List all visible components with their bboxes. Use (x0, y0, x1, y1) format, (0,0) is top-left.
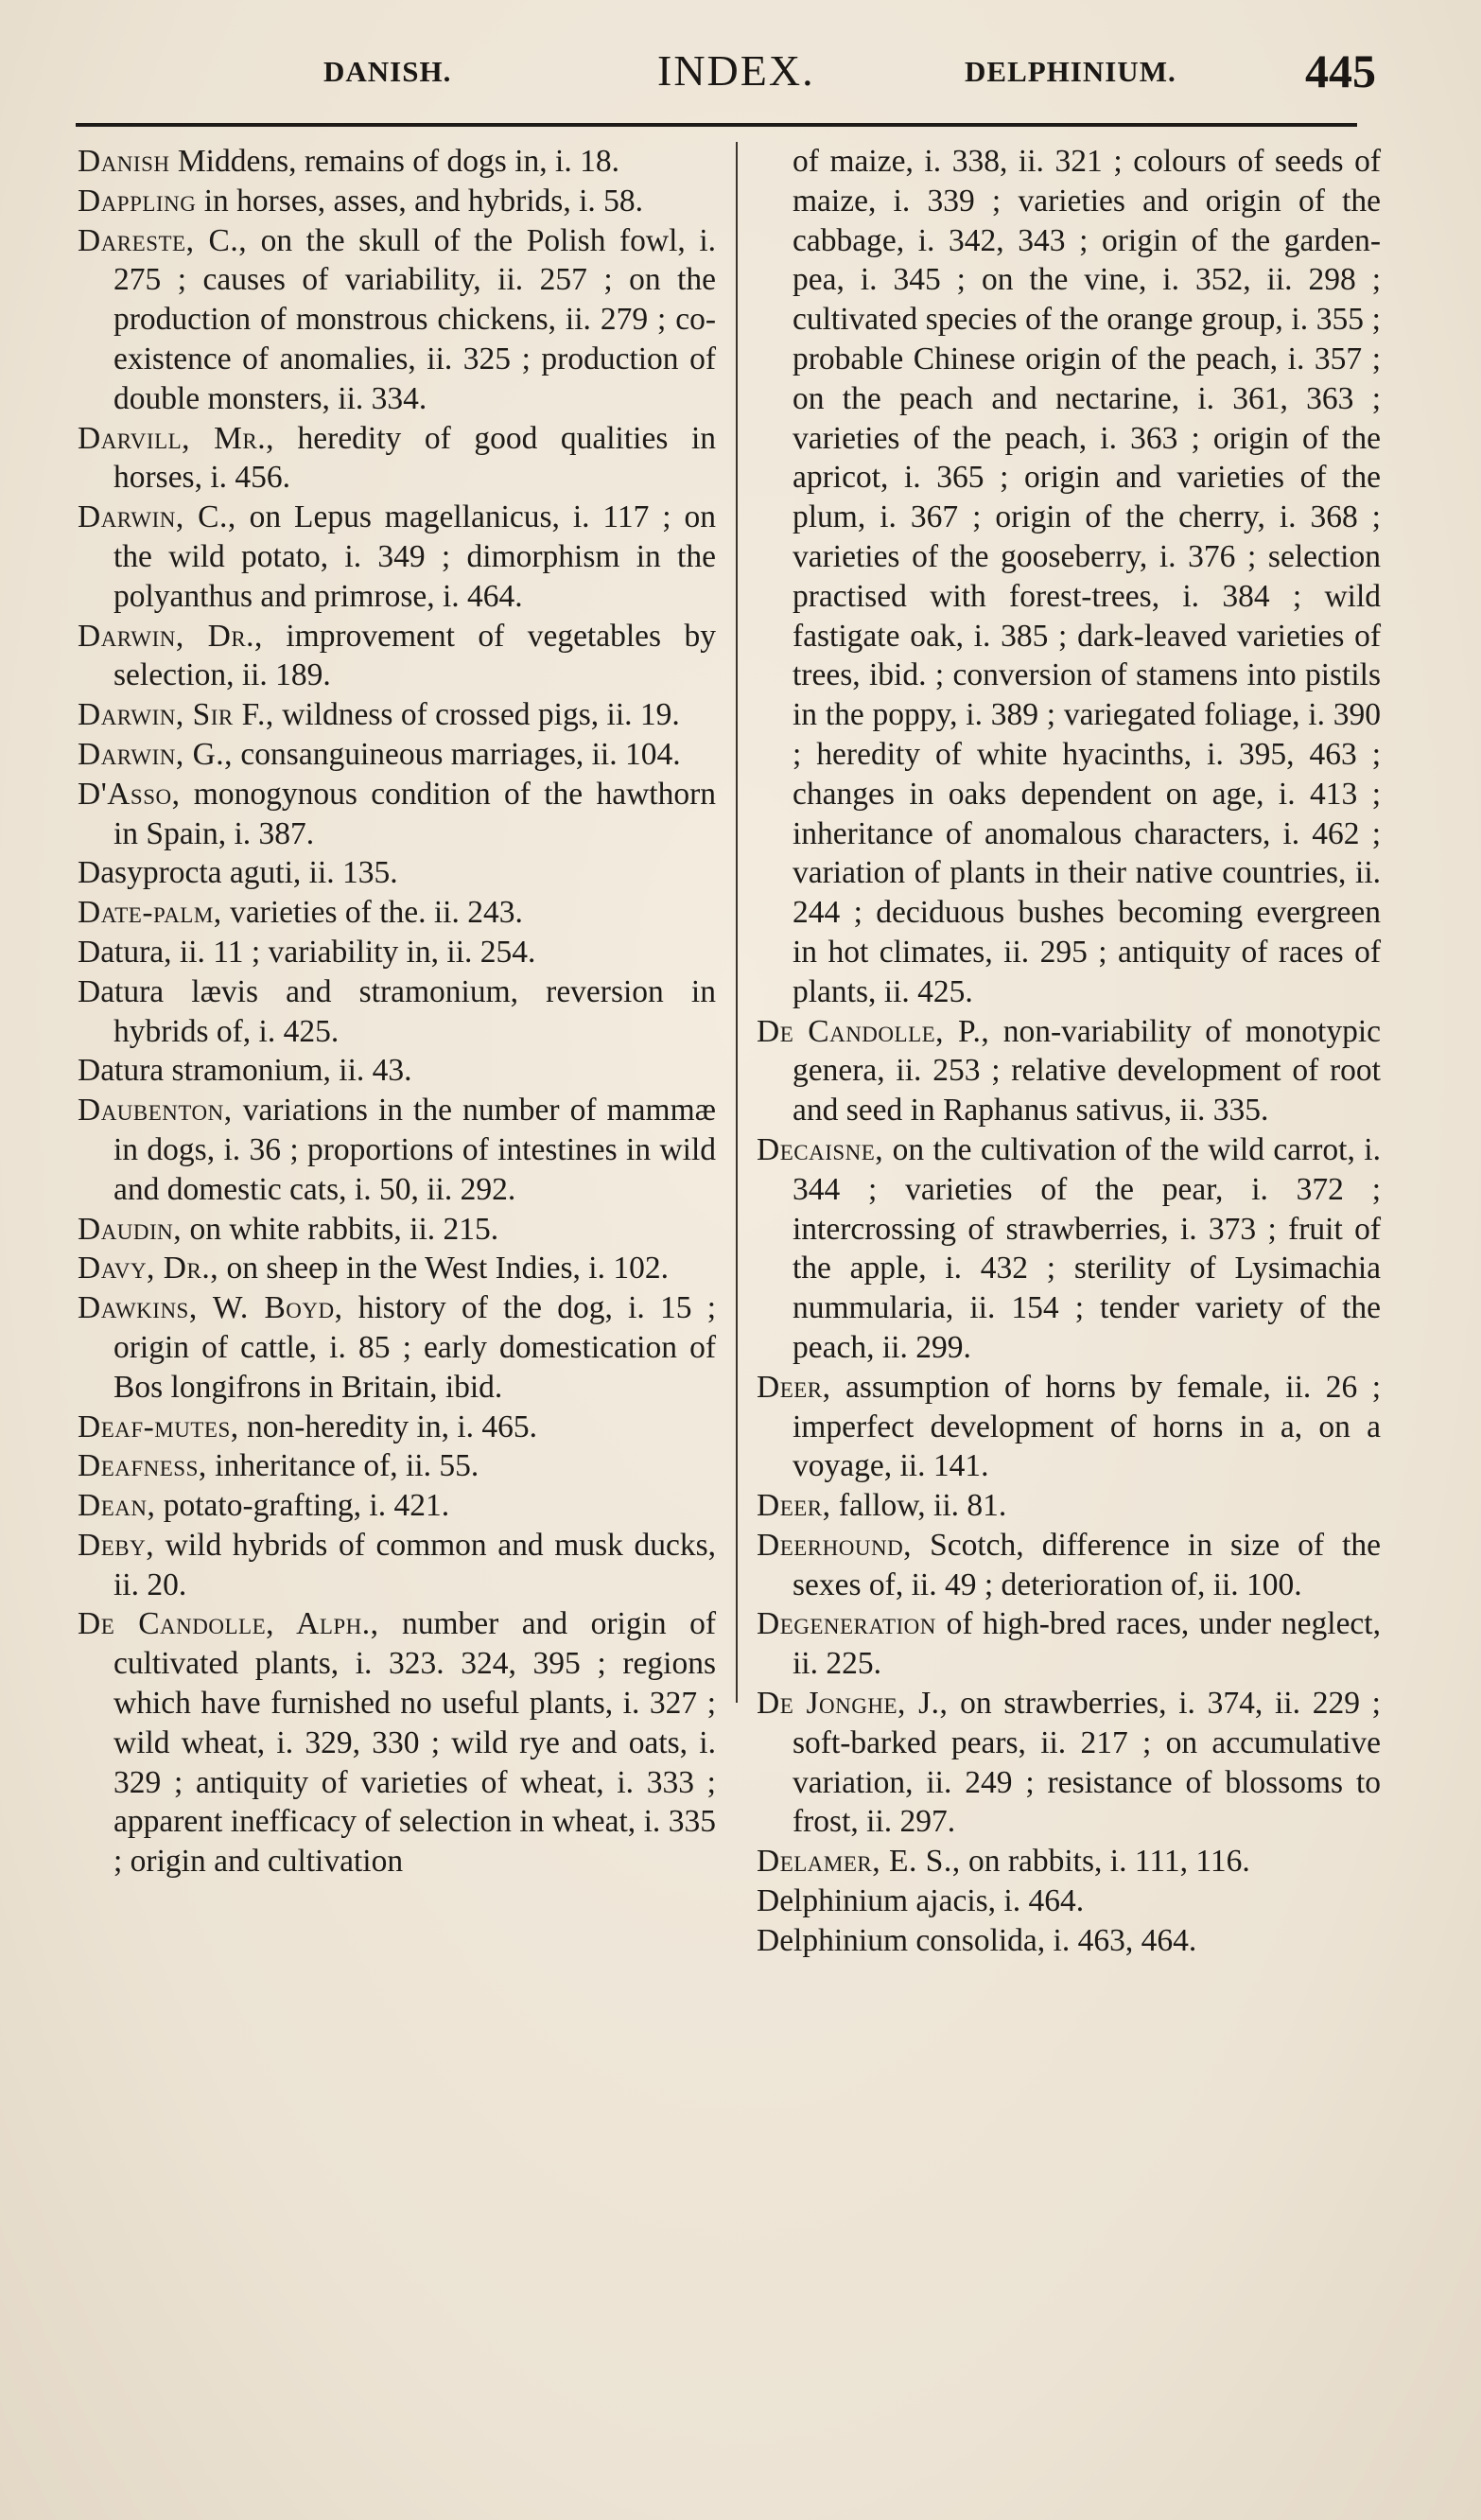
entry-text: Datura lævis and stramonium, reversion in hybrids of, i. 425. (78, 973, 716, 1049)
entry-text: on rabbits, i. 111, 116. (960, 1844, 1250, 1880)
entry-heading: Dareste, C., (78, 222, 248, 258)
entry-text: non-variability of monotypic genera, ii. 253 ; relative development of root and seed in Raphanus sativus, ii. 335. (793, 1013, 1381, 1129)
right-guide-word: DELPHINIUM. (965, 55, 1176, 88)
index-entry (78, 775, 716, 854)
entry-text: history of the dog, i. 15 ; origin of cattle, i. 85 ; early domestication of Bos longifrons in Britain, ibid. (113, 1290, 717, 1405)
entry-text: variations in the number of mammæ in dogs, i. 36 ; proportions of intestines in wild and domestic cats, i. 50, ii. 292. (113, 1093, 716, 1207)
index-entry (78, 695, 716, 735)
index-entry (78, 1446, 716, 1486)
entry-text: Datura stramonium, ii. 43. (78, 1053, 412, 1089)
entry-heading: Darvill, Mr., (78, 420, 274, 456)
index-entry (78, 1210, 716, 1250)
entry-heading: Dean, (78, 1488, 156, 1524)
entry-text: non-heredity in, i. 465. (238, 1409, 538, 1444)
entry-text: potato-grafting, i. 421. (155, 1488, 450, 1524)
entry-text: on the skull of the Polish fowl, i. 275 ; causes of variability, ii. 257 ; on the production of monstrous chickens, ii. 279 ; co-existence of anomalies, ii. 325 ; production of double monsters, ii. 334. (113, 222, 716, 416)
entry-text: wild hybrids of common and musk ducks, ii. 20. (113, 1527, 716, 1602)
index-entry (78, 182, 716, 221)
index-entry (757, 1684, 1381, 1842)
entry-heading: De Candolle, P., (757, 1013, 990, 1049)
entry-text: in horses, asses, and hybrids, i. 58. (196, 183, 644, 219)
entry-text: on white rabbits, ii. 215. (182, 1211, 499, 1247)
entry-text: wildness of crossed pigs, ii. 19. (273, 697, 680, 733)
entry-text: number and origin of cultivated plants, i. 323. 324, 395 ; regions which have furnished no useful plants, i. 327 ; wild wheat, i. 329, 330 ; wild rye and oats, i. 329 ; antiquity of varieties of wheat, i. 333 ; apparent inefficacy of selection in wheat, i. 335 ; origin and cultivation (113, 1606, 716, 1880)
entry-heading: Deer, (757, 1488, 831, 1524)
entry-heading: De Jonghe, J., (757, 1686, 949, 1722)
entry-text: inheritance of, ii. 55. (206, 1448, 479, 1484)
entry-heading: D'Asso, (78, 776, 181, 812)
index-entry (757, 1921, 1381, 1961)
entry-text: heredity of good qualities in horses, i. 456. (113, 420, 716, 496)
entry-heading: Deer, (757, 1369, 831, 1405)
entry-heading: Daudin, (78, 1211, 183, 1247)
entry-heading: Darwin, Sir F., (78, 697, 274, 733)
left-guide-word: DANISH. (323, 55, 452, 88)
entry-heading: Daubenton, (78, 1093, 233, 1129)
entry-text: varieties of the. ii. 243. (221, 895, 523, 931)
entry-heading: De Candolle, Alph., (78, 1606, 379, 1642)
index-entry (78, 1051, 716, 1091)
entry-text: Datura, ii. 11 ; variability in, ii. 254. (78, 934, 536, 970)
entry-text: Scotch, difference in size of the sexes of, ii. 49 ; deterioration of, ii. 100. (793, 1527, 1381, 1602)
column-divider (736, 142, 738, 1703)
index-entry (757, 1368, 1381, 1486)
entry-text: on Lepus magellanicus, i. 117 ; on the wild potato, i. 349 ; dimorphism in the polyanthus and primrose, i. 464. (113, 499, 717, 614)
entry-text: monogynous condition of the hawthorn in Spain, i. 387. (113, 776, 716, 851)
entry-heading: Darwin, Dr., (78, 618, 263, 654)
index-entry (757, 1486, 1381, 1526)
entry-heading: Deafness, (78, 1448, 207, 1484)
entry-heading: Decaisne, (757, 1131, 884, 1167)
entry-heading: Dappling (78, 183, 197, 219)
entry-text: on strawberries, i. 374, ii. 229 ; soft-barked pears, ii. 217 ; on accumulative variation, ii. 249 ; resistance of blossoms to frost, ii. 297. (793, 1686, 1381, 1840)
entry-text: Delphinium consolida, i. 463, 464. (757, 1922, 1197, 1958)
right-column (757, 142, 1381, 1961)
index-entry (78, 419, 716, 499)
index-entry (78, 1408, 716, 1447)
header-rule (76, 123, 1357, 127)
index-entry (757, 142, 1381, 1012)
entry-heading: Darwin, C., (78, 499, 236, 535)
entry-text: on sheep in the West Indies, i. 102. (218, 1251, 669, 1286)
entry-text: Dasyprocta aguti, ii. 135. (78, 855, 398, 891)
index-entry (78, 893, 716, 933)
entry-text: on the cultivation of the wild carrot, i. 344 ; varieties of the pear, i. 372 ; intercrossing of strawberries, i. 373 ; fruit of the apple, i. 432 ; sterility of Lysimachia nummularia, ii. 154 ; tender variety of the peach, ii. 299. (793, 1131, 1381, 1365)
entry-heading: Deaf-mutes, (78, 1409, 239, 1444)
entry-heading: Delamer, E. S., (757, 1844, 961, 1880)
index-entry (78, 972, 716, 1052)
index-entry (78, 1091, 716, 1209)
entry-heading: Deby, (78, 1527, 155, 1563)
index-entry (757, 1881, 1381, 1921)
index-entry (78, 853, 716, 893)
entry-text: fallow, ii. 81. (830, 1488, 1007, 1524)
entry-heading: Date-palm, (78, 895, 222, 931)
index-entry (78, 1604, 716, 1881)
entry-heading: Deerhound, (757, 1527, 913, 1563)
index-entry (78, 498, 716, 616)
index-entry (757, 1526, 1381, 1605)
index-entry (78, 1526, 716, 1605)
entry-text: assumption of horns by female, ii. 26 ; imperfect development of horns in a, on a voyage, ii. 141. (793, 1369, 1381, 1484)
left-column (78, 142, 716, 1881)
entry-heading: Darwin, G., (78, 736, 234, 772)
index-entry (78, 617, 716, 696)
index-entry (757, 1012, 1381, 1130)
index-entry (757, 1604, 1381, 1684)
index-entry (78, 221, 716, 419)
index-entry (757, 1130, 1381, 1368)
index-entry (78, 1249, 716, 1288)
running-header (76, 42, 1395, 127)
index-entry (78, 933, 716, 972)
entry-heading: Danish (78, 144, 170, 179)
entry-text: of high-bred races, under neglect, ii. 225. (793, 1606, 1381, 1682)
entry-heading: Degeneration (757, 1606, 936, 1642)
entry-text: consanguineous marriages, ii. 104. (233, 736, 681, 772)
entry-text: Middens, remains of dogs in, i. 18. (169, 144, 619, 179)
entry-text: improvement of vegetables by selection, ii. 189. (113, 618, 717, 693)
page-number: 445 (1305, 44, 1376, 97)
page-title: INDEX. (657, 46, 815, 95)
entry-heading: Davy, Dr., (78, 1251, 219, 1286)
entry-text: of maize, i. 338, ii. 321 ; colours of seeds of maize, i. 339 ; varieties and origin of the cabbage, i. 342, 343 ; origin of the garden-pea, i. 345 ; on the vine, i. 352, ii. 298 ; cultivated species of the orange group, i. 355 ; probable Chinese origin of the peach, i. 357 ; on the peach and nectarine, i. 361, 363 ; varieties of the peach, i. 363 ; origin of the apricot, i. 365 ; origin and varieties of the plum, i. 367 ; origin of the cherry, i. 368 ; varieties of the gooseberry, i. 376 ; selection practised with forest-trees, i. 384 ; wild fastigate oak, i. 385 ; dark-leaved varieties of trees, ibid. ; conversion of stamens into pistils in the poppy, i. 389 ; variegated foliage, i. 390 ; heredity of white hyacinths, i. 395, 463 ; changes in oaks dependent on age, i. 413 ; inheritance of anomalous characters, i. 462 ; variation of plants in their native countries, ii. 244 ; deciduous bushes becoming evergreen in hot climates, ii. 295 ; antiquity of races of plants, ii. 425. (793, 144, 1381, 1009)
index-entry (78, 735, 716, 775)
index-entry (78, 1288, 716, 1407)
index-entry (78, 1486, 716, 1526)
entry-text: Delphinium ajacis, i. 464. (757, 1883, 1085, 1919)
index-entry (78, 142, 716, 182)
index-entry (757, 1842, 1381, 1881)
entry-heading: Dawkins, W. Boyd, (78, 1290, 343, 1326)
